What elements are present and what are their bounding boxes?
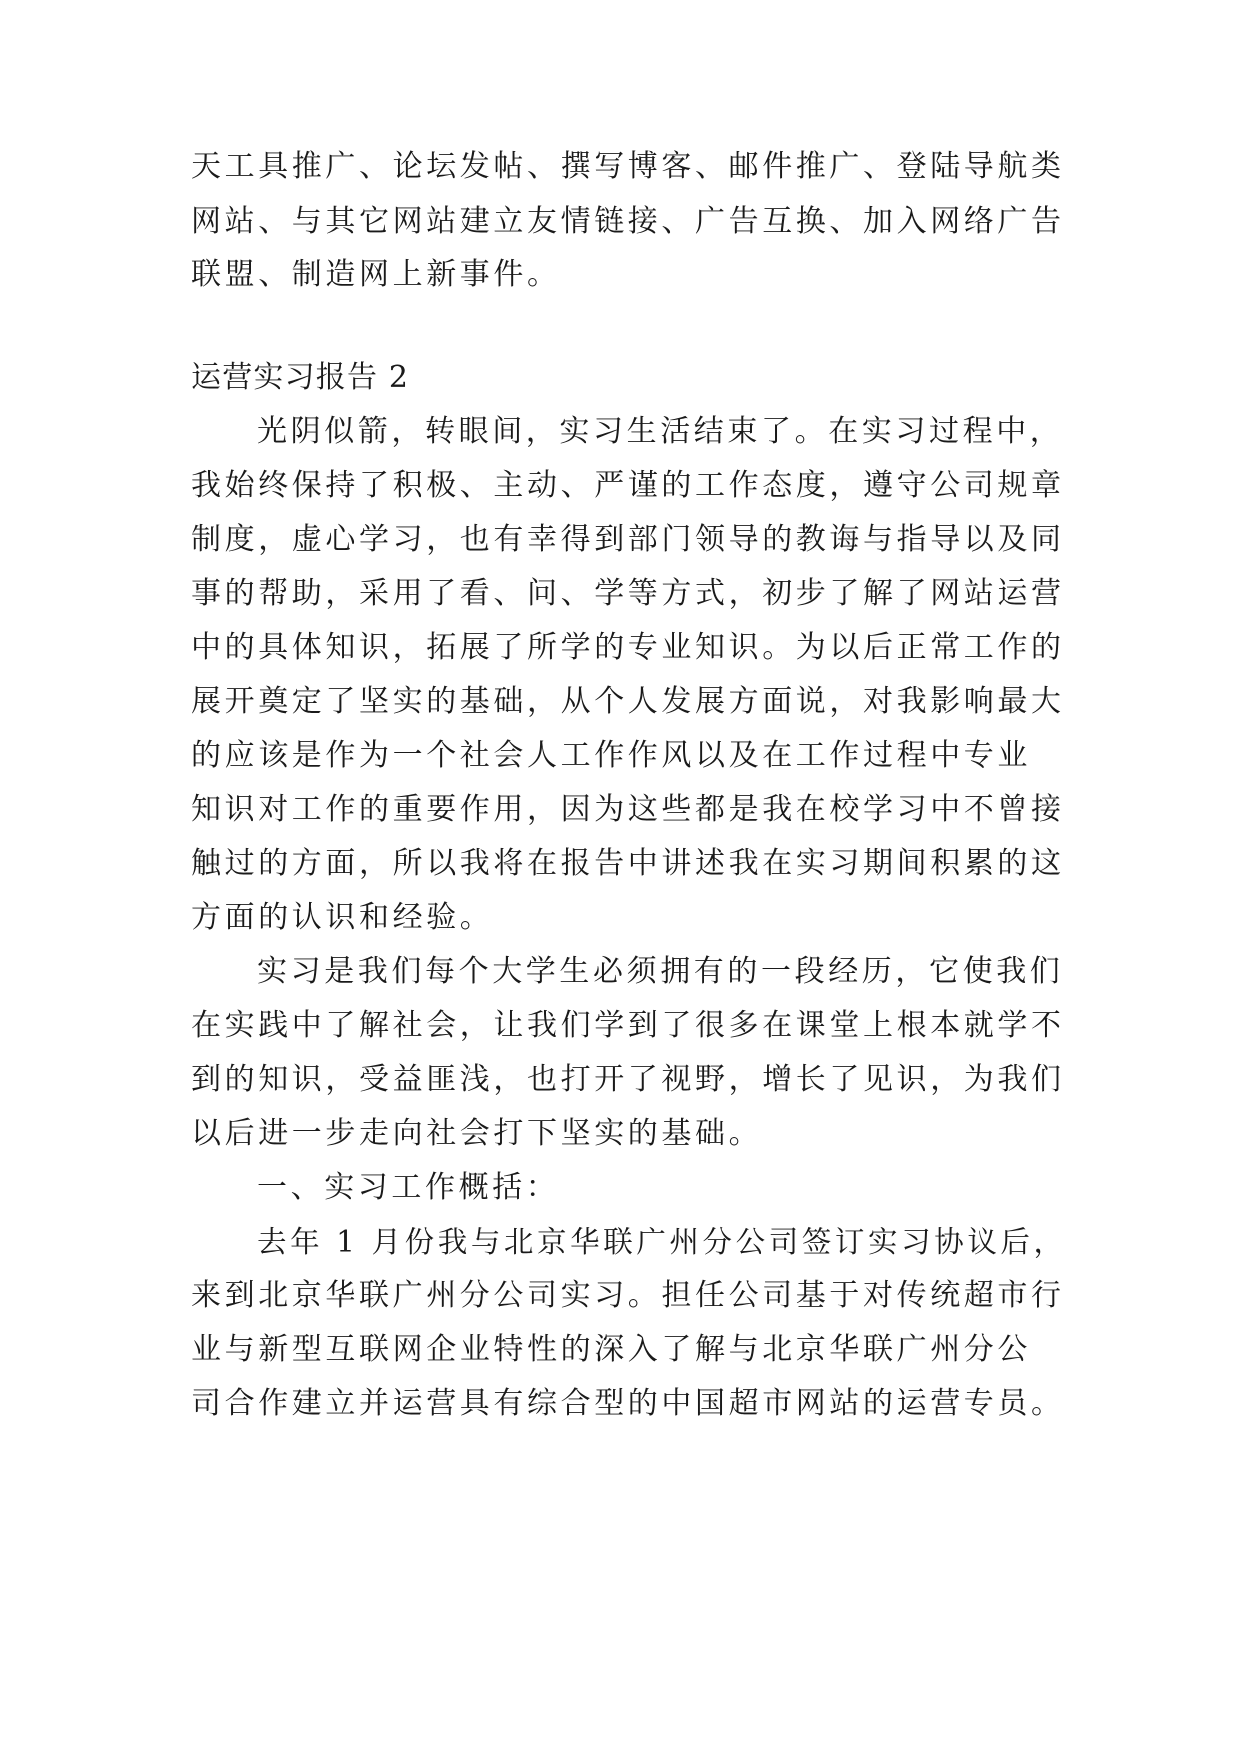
paragraph3-line-3: 业与新型互联网企业特性的深入了解与北京华联广州分公: [191, 1332, 1031, 1367]
paragraph1-line-5: 中的具体知识，拓展了所学的专业知识。为以后正常工作的: [191, 630, 1065, 665]
paragraph1-line-10: 方面的认识和经验。: [191, 900, 494, 935]
paragraph1-line-2: 我始终保持了积极、主动、严谨的工作态度，遵守公司规章: [191, 468, 1065, 503]
paragraph2-line-2: 在实践中了解社会，让我们学到了很多在课堂上根本就学不: [191, 1008, 1065, 1043]
paragraph3-line-4: 司合作建立并运营具有综合型的中国超市网站的运营专员。: [191, 1386, 1065, 1421]
intro-line-1: 天工具推广、论坛发帖、撰写博客、邮件推广、登陆导航类: [191, 149, 1065, 184]
paragraph2-line-4: 以后进一步走向社会打下坚实的基础。: [191, 1116, 763, 1151]
paragraph1-line-9: 触过的方面，所以我将在报告中讲述我在实习期间积累的这: [191, 846, 1065, 881]
paragraph1-line-3: 制度，虚心学习，也有幸得到部门领导的教诲与指导以及同: [191, 522, 1065, 557]
intro-line-2: 网站、与其它网站建立友情链接、广告互换、加入网络广告: [191, 204, 1065, 239]
paragraph1-line-7: 的应该是作为一个社会人工作作风以及在工作过程中专业: [191, 738, 1031, 773]
intro-line-3: 联盟、制造网上新事件。: [191, 257, 561, 292]
paragraph1-line-8: 知识对工作的重要作用，因为这些都是我在校学习中不曾接: [191, 792, 1065, 827]
subheading: 一、实习工作概括：: [257, 1170, 560, 1205]
paragraph3-line-2: 来到北京华联广州分公司实习。担任公司基于对传统超市行: [191, 1278, 1065, 1313]
paragraph1-line-4: 事的帮助，采用了看、问、学等方式，初步了解了网站运营: [191, 576, 1065, 611]
section-title: 运营实习报告 2: [191, 360, 410, 395]
paragraph3-line-1: 去年 1 月份我与北京华联广州分公司签订实习协议后，: [257, 1225, 1067, 1259]
paragraph1-line-1: 光阴似箭，转眼间，实习生活结束了。在实习过程中，: [257, 414, 1064, 449]
paragraph1-line-6: 展开奠定了坚实的基础，从个人发展方面说，对我影响最大: [191, 684, 1065, 719]
paragraph2-line-3: 到的知识，受益匪浅，也打开了视野，增长了见识，为我们: [191, 1062, 1065, 1097]
paragraph2-line-1: 实习是我们每个大学生必须拥有的一段经历，它使我们: [257, 954, 1064, 989]
